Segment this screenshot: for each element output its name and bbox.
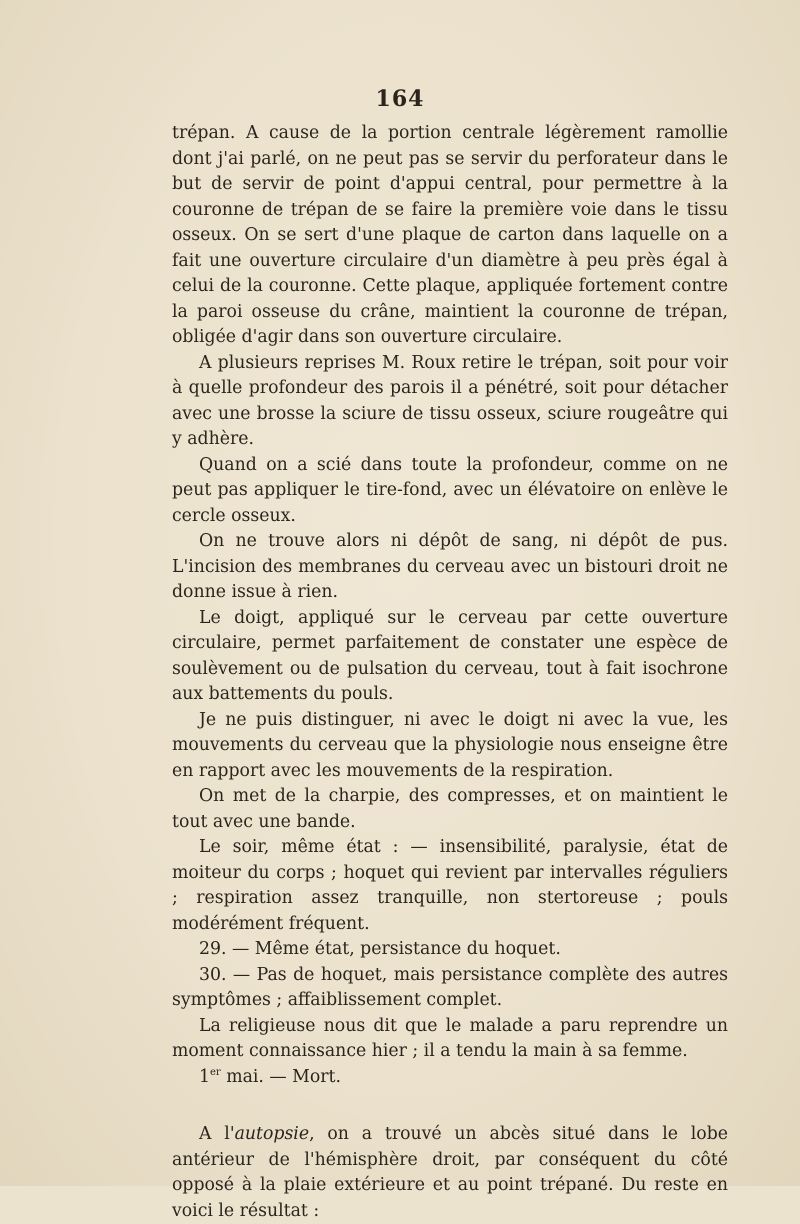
autopsy-italic-word: autopsie <box>234 1124 310 1144</box>
date-line <box>172 1065 728 1091</box>
paragraph: A plusieurs reprises M. Roux retire le trépan, soit pour voir à quelle profondeur des parois il a pénétré, soit pour détacher avec une brosse la sciure de tissu osseux, sciure rougeâtre qui y adhère. <box>172 352 728 449</box>
paragraph: On ne trouve alors ni dépôt de sang, ni dépôt de pus. L'incision des membranes du cerveau avec un bistouri droit ne donne issue à rien. <box>172 531 728 602</box>
paragraph-gap <box>172 1090 728 1122</box>
paragraph: Je ne puis distinguer, ni avec le doigt ni avec la vue, les mouvements du cerveau que la physiologie nous enseigne être en rapport avec les mouvements de la respiration. <box>172 709 728 781</box>
date-ordinal: er <box>210 1066 221 1078</box>
paragraph: Le soir, même état : — insensibilité, paralysie, état de moiteur du corps ; hoquet qui revient par intervalles réguliers ; respiration assez tranquille, non stertoreuse ; pouls modérément fréquent. <box>172 837 728 934</box>
autopsy-paragraph <box>172 1122 728 1224</box>
date-text: mai. — Mort. <box>220 1066 341 1087</box>
page-number: 164 <box>375 86 425 112</box>
paragraph: trépan. A cause de la portion centrale légèrement ramollie dont j'ai parlé, on ne peut pas se servir du perforateur dans le but de servir de point d'appui central, pour permettre à la couronne de trépan de se faire la première voie dans le tissu osseux. On se sert d'une plaque de carton dans laquelle on a fait une ouverture circulaire d'un diamètre à peu près égal à celui de la couronne. Cette plaque, appliquée fortement contre la paroi osseuse du crâne, maintient la couronne de trépan, obligée d'agir dans son ouverture circulaire. <box>172 123 728 347</box>
paragraph: Quand on a scié dans toute la profondeur, comme on ne peut pas appliquer le tire-fond, avec un élévatoire on enlève le cercle osseux. <box>172 454 728 526</box>
paragraph: Le doigt, appliqué sur le cerveau par cette ouverture circulaire, permet parfaitement de constater une espèce de soulèvement ou de pulsation du cerveau, tout à fait isochrone aux battements du pouls. <box>172 607 728 704</box>
autopsy-text: , on a trouvé un abcès situé dans le lobe antérieur de l'hémisphère droit, par conséquent du côté opposé à la plaie extérieure et au point trépané. Du reste en voici le résultat : <box>172 1124 728 1221</box>
paragraph: La religieuse nous dit que le malade a paru reprendre un moment connaissance hier ; il a tendu la main à sa femme. <box>172 1015 728 1061</box>
autopsy-lead: A l' <box>199 1124 235 1144</box>
paragraph: 29. — Même état, persistance du hoquet. <box>199 939 561 959</box>
body-text <box>172 121 728 1224</box>
paragraph: On met de la charpie, des compresses, et on maintient le tout avec une bande. <box>172 786 728 832</box>
paragraph: 30. — Pas de hoquet, mais persistance complète des autres symptômes ; affaiblissement complet. <box>172 964 728 1010</box>
date-day: 1 <box>199 1066 210 1087</box>
